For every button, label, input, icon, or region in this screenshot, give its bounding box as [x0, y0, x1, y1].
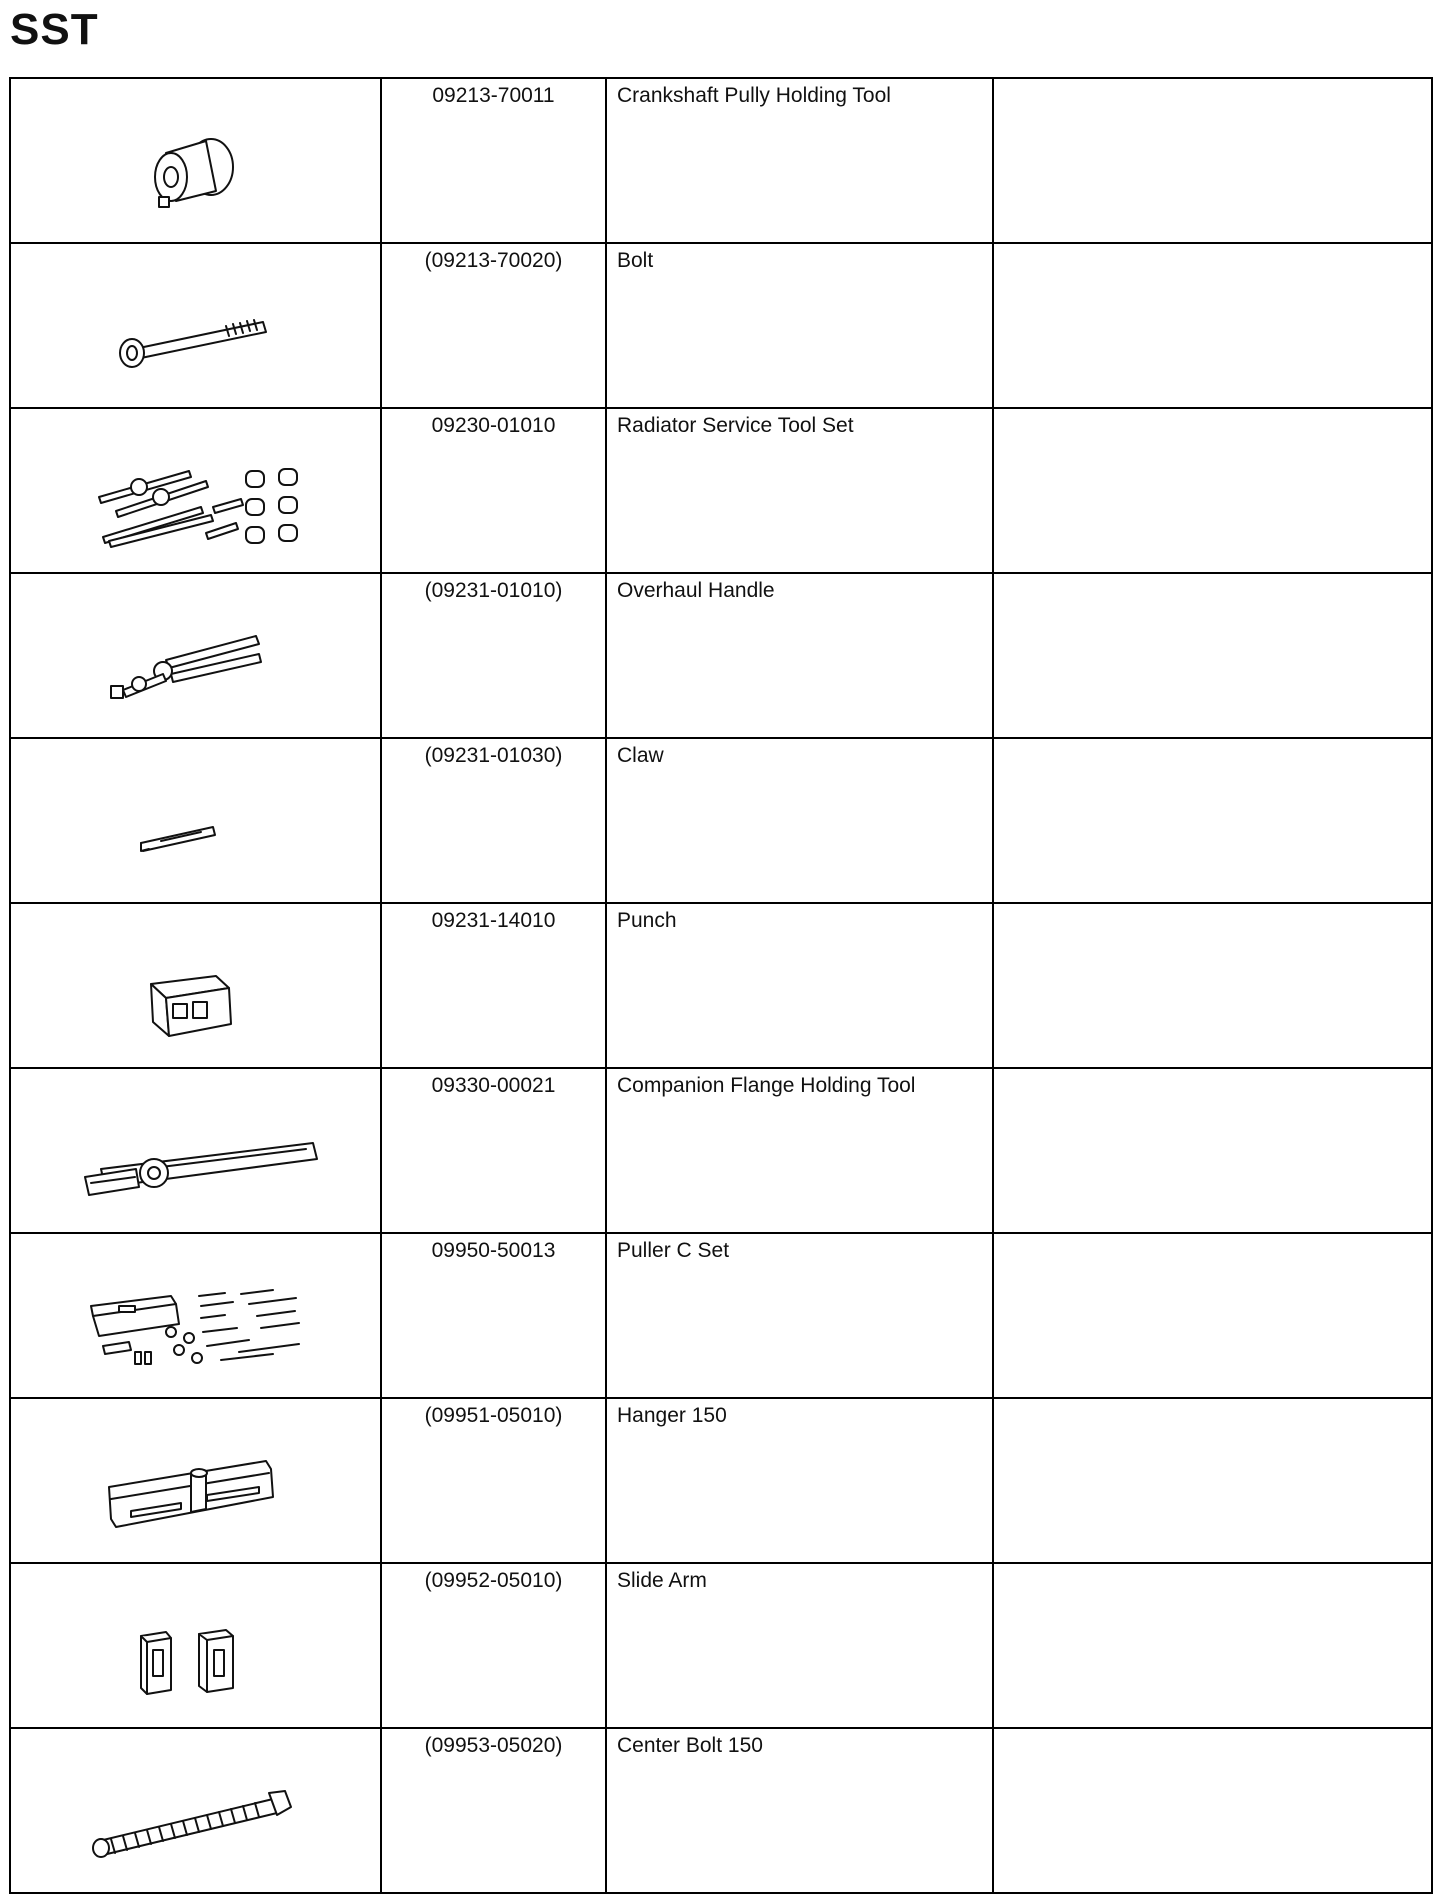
part-number-cell [381, 1233, 606, 1398]
table-row [10, 573, 1432, 738]
part-number: (09952-05010) [424, 1569, 563, 1592]
table-row [10, 1728, 1432, 1893]
center-bolt-icon [11, 1729, 382, 1888]
tool-image-cell [10, 903, 381, 1068]
part-number: 09231-14010 [431, 909, 556, 932]
tool-image-cell [10, 738, 381, 903]
tool-name: Companion Flange Holding Tool [617, 1074, 916, 1097]
puller-c-set-icon [11, 1234, 382, 1393]
part-number: (09231-01030) [424, 744, 563, 767]
part-number-cell [381, 1398, 606, 1563]
tool-image-cell [10, 243, 381, 408]
tool-image-cell [10, 1563, 381, 1728]
part-number: (09951-05010) [424, 1404, 563, 1427]
part-number: (09213-70020) [424, 249, 563, 272]
note-cell [993, 1728, 1432, 1893]
tool-image-cell [10, 1728, 381, 1893]
part-number-cell [381, 1728, 606, 1893]
tool-name-cell [606, 1068, 993, 1233]
tool-name: Puller C Set [617, 1239, 730, 1262]
hanger-icon [11, 1399, 382, 1558]
table-row [10, 408, 1432, 573]
tool-name: Center Bolt 150 [617, 1734, 763, 1757]
part-number: 09950-50013 [431, 1239, 556, 1262]
table-row [10, 1563, 1432, 1728]
sst-table [9, 77, 1433, 1894]
table-row [10, 243, 1432, 408]
punch-icon [11, 904, 382, 1063]
tool-name-cell [606, 903, 993, 1068]
tool-name: Crankshaft Pully Holding Tool [617, 84, 891, 107]
bolt-icon [11, 244, 382, 403]
tool-image-cell [10, 1233, 381, 1398]
tool-name-cell [606, 573, 993, 738]
tool-image-cell [10, 408, 381, 573]
part-number: 09230-01010 [431, 414, 556, 437]
tool-name-cell [606, 1563, 993, 1728]
table-row [10, 903, 1432, 1068]
tool-image-cell [10, 1398, 381, 1563]
part-number-cell [381, 408, 606, 573]
tool-name-cell [606, 408, 993, 573]
part-number: (09231-01010) [424, 579, 563, 602]
note-cell [993, 1233, 1432, 1398]
tool-name: Overhaul Handle [617, 579, 775, 602]
tool-name-cell [606, 78, 993, 243]
note-cell [993, 1563, 1432, 1728]
tool-name: Punch [617, 909, 677, 932]
tool-name-cell [606, 1728, 993, 1893]
tool-name: Hanger 150 [617, 1404, 727, 1427]
tool-image-cell [10, 573, 381, 738]
part-number-cell [381, 903, 606, 1068]
claw-icon [11, 739, 382, 898]
table-row [10, 1068, 1432, 1233]
tool-name-cell [606, 1233, 993, 1398]
note-cell [993, 573, 1432, 738]
note-cell [993, 1398, 1432, 1563]
crankshaft-pulley-holding-tool-icon [11, 79, 382, 238]
part-number-cell [381, 1563, 606, 1728]
note-cell [993, 738, 1432, 903]
tool-image-cell [10, 78, 381, 243]
table-row [10, 78, 1432, 243]
tool-name-cell [606, 1398, 993, 1563]
radiator-service-tool-set-icon [11, 409, 382, 568]
part-number: 09330-00021 [431, 1074, 556, 1097]
tool-name: Claw [617, 744, 664, 767]
note-cell [993, 408, 1432, 573]
part-number: (09953-05020) [424, 1734, 563, 1757]
tool-name-cell [606, 738, 993, 903]
tool-name-cell [606, 243, 993, 408]
part-number-cell [381, 573, 606, 738]
note-cell [993, 903, 1432, 1068]
tool-name: Slide Arm [617, 1569, 707, 1592]
table-row [10, 738, 1432, 903]
part-number: 09213-70011 [432, 84, 555, 107]
part-number-cell [381, 738, 606, 903]
table-row [10, 1398, 1432, 1563]
part-number-cell [381, 1068, 606, 1233]
part-number-cell [381, 243, 606, 408]
companion-flange-holding-tool-icon [11, 1069, 382, 1228]
table-row [10, 1233, 1432, 1398]
part-number-cell [381, 78, 606, 243]
tool-name: Bolt [617, 249, 654, 272]
tool-name: Radiator Service Tool Set [617, 414, 854, 437]
note-cell [993, 243, 1432, 408]
overhaul-handle-icon [11, 574, 382, 733]
note-cell [993, 1068, 1432, 1233]
tool-image-cell [10, 1068, 381, 1233]
note-cell [993, 78, 1432, 243]
slide-arm-icon [11, 1564, 382, 1723]
page-title: SST [10, 5, 99, 54]
